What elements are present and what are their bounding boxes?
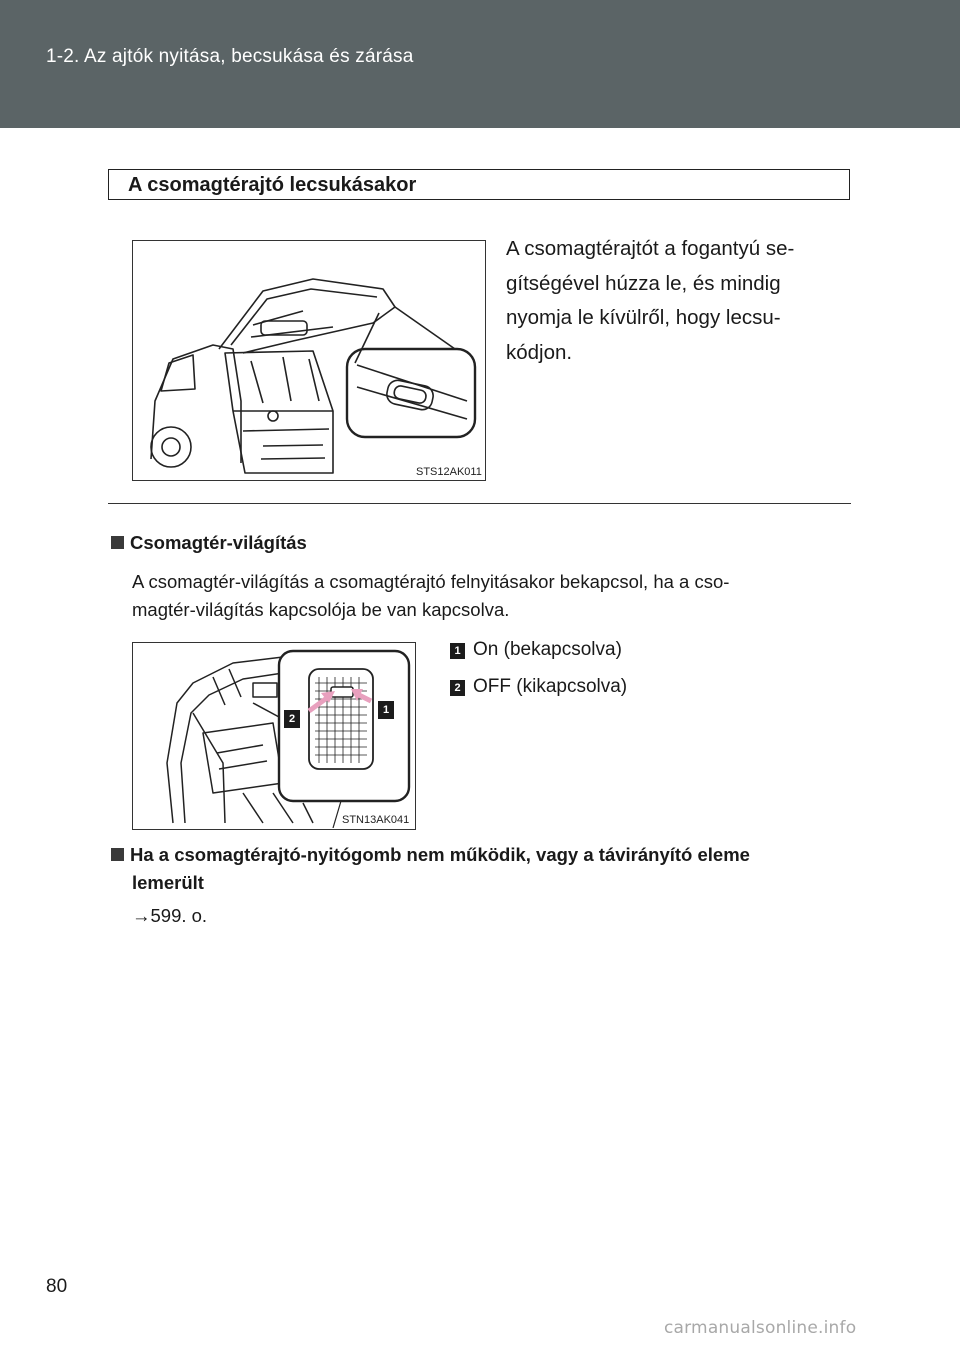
legend-label: OFF (kikapcsolva) bbox=[473, 676, 628, 697]
page-number: 80 bbox=[46, 1276, 68, 1297]
callout-number-1: 1 bbox=[378, 701, 394, 719]
section-divider bbox=[108, 503, 851, 504]
bullet-square-icon bbox=[111, 536, 124, 549]
watermark: carmanualsonline.info bbox=[664, 1318, 857, 1338]
callout-number-2: 2 bbox=[284, 710, 300, 728]
legend-number: 1 bbox=[450, 643, 465, 659]
bullet-square-icon bbox=[111, 848, 124, 861]
battery-heading-line: Ha a csomagtérajtó-nyitógomb nem működik, vagy a távirányító eleme bbox=[130, 844, 750, 865]
figure-code: STN13AK041 bbox=[342, 814, 410, 826]
intro-line: kódjon. bbox=[506, 340, 573, 364]
legend-item-off bbox=[450, 676, 627, 698]
lighting-heading-text: Csomagtér-világítás bbox=[130, 532, 307, 553]
page-header bbox=[0, 0, 960, 128]
legend-item-on bbox=[450, 639, 622, 661]
lighting-description bbox=[132, 568, 844, 624]
figure-back-door-closing bbox=[132, 240, 486, 481]
intro-line: A csomagtérajtót a fogantyú se- bbox=[506, 237, 795, 260]
chapter-title: 1-2. Az ajtók nyitása, becsukása és zárása bbox=[46, 46, 414, 67]
back-door-illustration bbox=[133, 241, 484, 479]
text-line: A csomagtér-világítás a csomagtérajtó felnyitásakor bekapcsol, ha a cso- bbox=[132, 571, 730, 592]
battery-heading-line: lemerült bbox=[132, 872, 204, 893]
legend-label: On (bekapcsolva) bbox=[473, 639, 622, 660]
page-reference: →599. o. bbox=[132, 905, 208, 926]
section-intro-text bbox=[506, 232, 843, 370]
figure-cargo-light bbox=[132, 642, 416, 830]
battery-heading bbox=[111, 841, 851, 897]
section-title: A csomagtérajtó lecsukásakor bbox=[128, 174, 417, 196]
figure-code: STS12AK011 bbox=[416, 466, 482, 478]
lighting-heading bbox=[111, 529, 307, 557]
text-line: magtér-világítás kapcsolója be van kapcsolva. bbox=[132, 599, 510, 620]
intro-line: nyomja le kívülről, hogy lecsu- bbox=[506, 306, 781, 329]
section-title-box bbox=[108, 169, 850, 200]
intro-line: gítségével húzza le, és mindig bbox=[506, 271, 781, 295]
legend-number: 2 bbox=[450, 680, 465, 696]
cargo-light-illustration bbox=[133, 643, 414, 828]
